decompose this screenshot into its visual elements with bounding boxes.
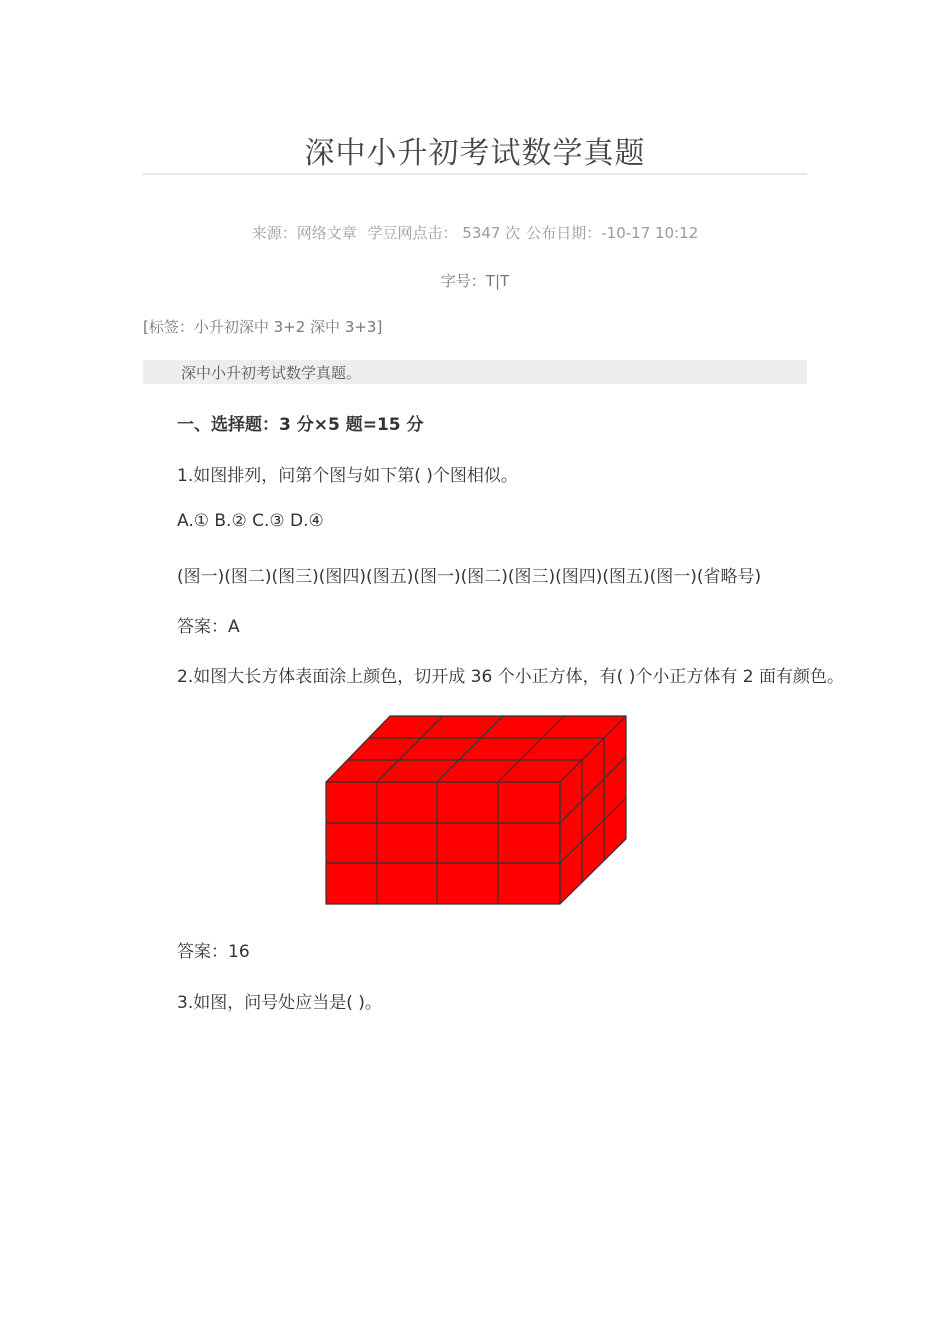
font-size-control[interactable]: 字号：T|T [440,272,510,290]
meta-source: 来源：网络文章 [251,224,357,242]
question-1-answer: 答案：A [177,617,240,637]
question-3-text: 3.如图，问号处应当是( )。 [177,993,382,1013]
section-heading: 一、选择题：3 分×5 题=15 分 [177,415,424,435]
question-1-options: A.① B.② C.③ D.④ [177,511,324,531]
question-1-sequence: (图一)(图二)(图三)(图四)(图五)(图一)(图二)(图三)(图四)(图五)(图一)(省略号) [177,567,762,587]
cuboid-figure [320,712,630,916]
article-tags: [标签：小升初深中 3+2 深中 3+3] [143,318,383,336]
cuboid-front-face [326,782,560,904]
article-summary: 深中小升初考试数学真题。 [143,360,807,384]
article-title: 深中小升初考试数学真题 [304,136,646,171]
title-divider [143,173,807,175]
cuboid-illustration [320,712,630,912]
question-2-text: 2.如图大长方体表面涂上颜色，切开成 36 个小正方体，有( )个小正方体有 2 面有颜色。 [177,667,844,687]
question-2-answer: 答案：16 [177,942,250,962]
meta-clicks: 学豆网点击： 5347 次 [367,224,521,242]
question-1-text: 1.如图排列，问第个图与如下第( )个图相似。 [177,466,518,486]
article-meta [0,222,950,243]
meta-date: 公布日期：-10-17 10:12 [526,224,699,242]
